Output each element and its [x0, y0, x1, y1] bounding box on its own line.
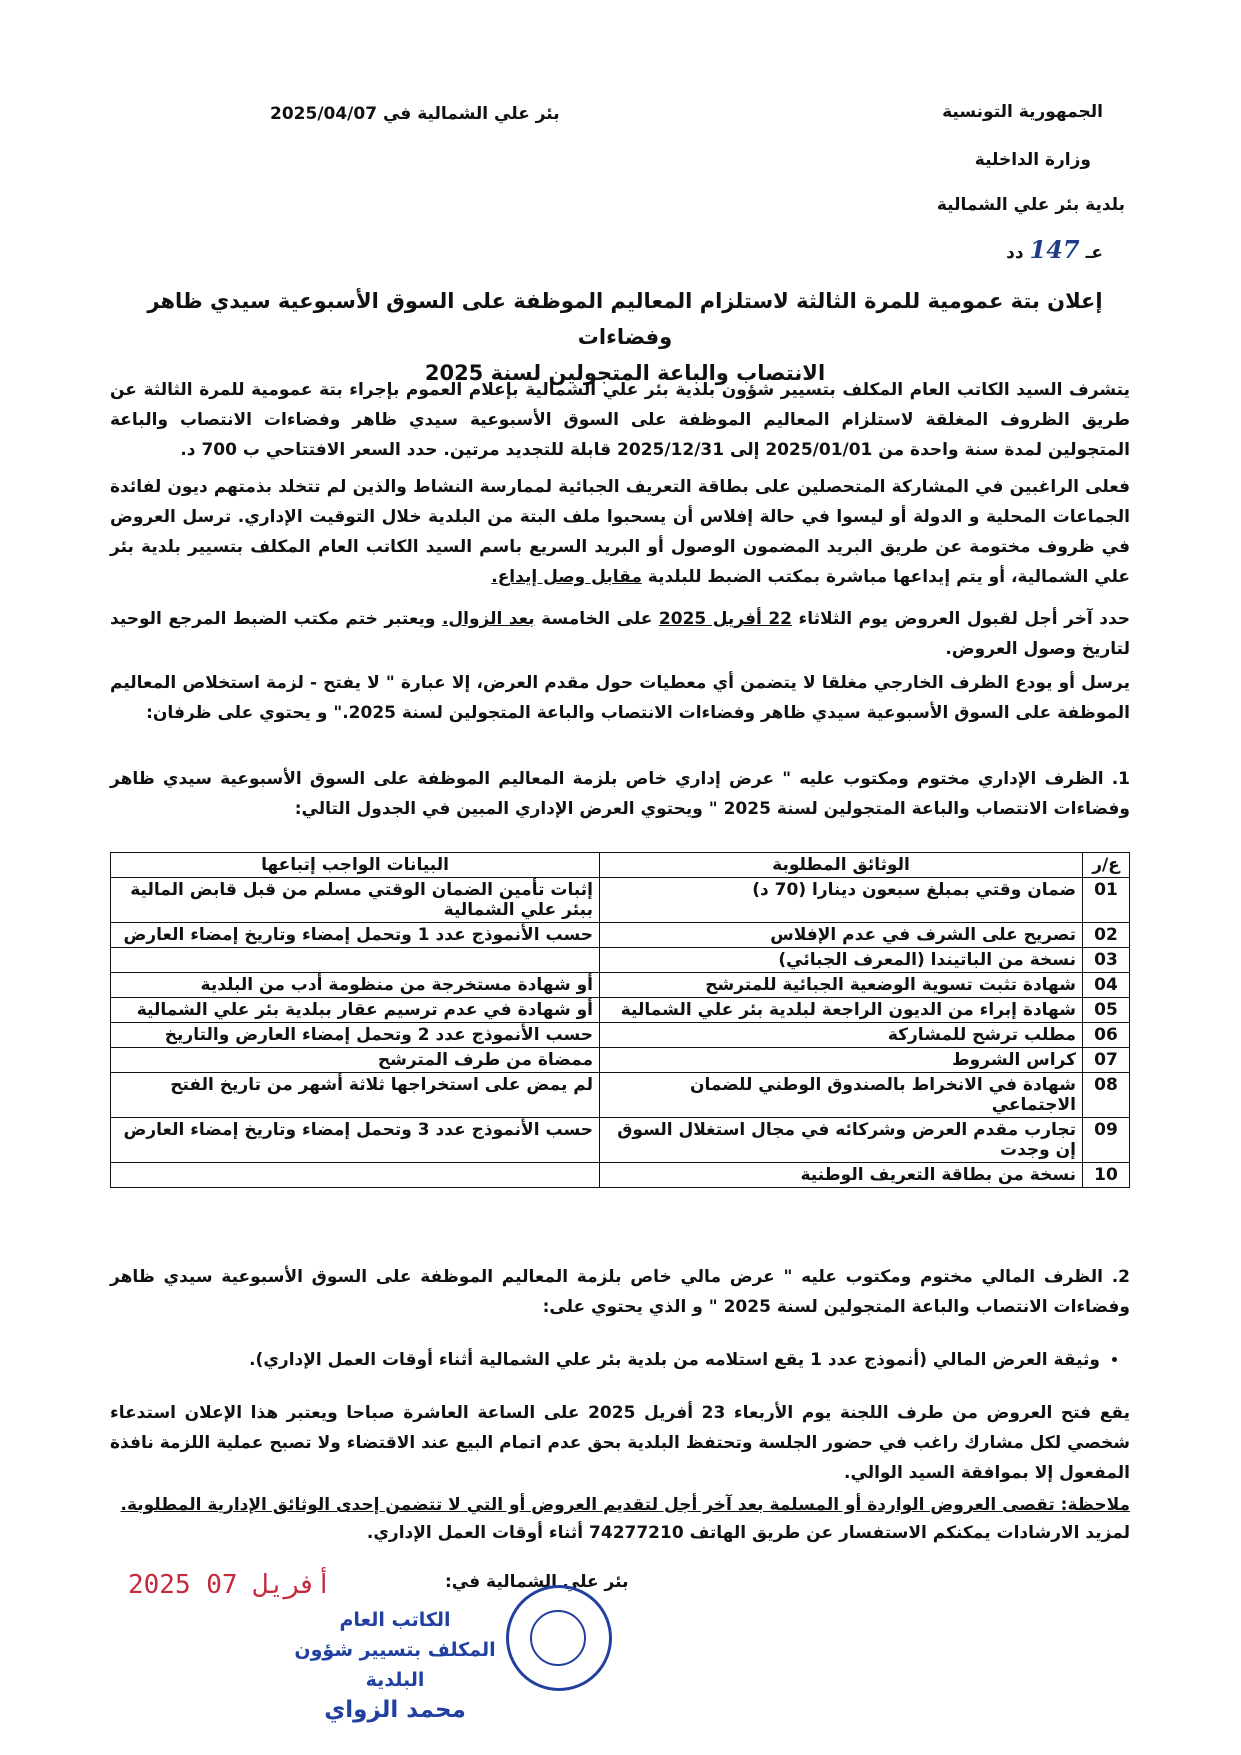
row-requirement: لم يمض على استخراجها ثلاثة أشهر من تاريخ الفتح [111, 1073, 600, 1118]
row-number: 09 [1083, 1118, 1130, 1163]
municipality-name: بلدية بئر علي الشمالية [936, 195, 1125, 215]
row-document: شهادة في الانخراط بالصندوق الوطني للضمان الاجتماعي [600, 1073, 1083, 1118]
row-document: شهادة إبراء من الديون الراجعة لبلدية بئر علي الشمالية [600, 998, 1083, 1023]
row-document: مطلب ترشح للمشاركة [600, 1023, 1083, 1048]
deposit-receipt-text: مقابل وصل إيداع. [491, 567, 642, 587]
row-requirement [111, 1163, 600, 1188]
table-row [111, 1048, 1130, 1073]
table-header-row [111, 853, 1130, 878]
deadline-date: 22 أفريل 2025 [658, 609, 793, 629]
list-item: • وثيقة العرض المالي (أنموذج عدد 1 يقع استلامه من بلدية بئر علي الشمالية أثناء أوقات العمل الإداري). [110, 1345, 1100, 1375]
reference-handwritten-number: 147 [1029, 235, 1080, 264]
row-document: نسخة من بطاقة التعريف الوطنية [600, 1163, 1083, 1188]
column-number: ع/ر [1083, 853, 1130, 878]
row-document: شهادة تثبت تسوية الوضعية الجبائية للمترشح [600, 973, 1083, 998]
row-document: نسخة من الباتيندا (المعرف الجبائي) [600, 948, 1083, 973]
row-requirement: إثبات تأمين الضمان الوقتي مسلم من قبل قابض المالية ببئر علي الشمالية [111, 878, 600, 923]
received-date-stamp: 2025 أفريل 07 [128, 1570, 332, 1600]
row-number: 10 [1083, 1163, 1130, 1188]
emblem-icon [530, 1610, 586, 1666]
deadline-stamp-text: ويعتبر ختم مكتب الضبط المرجع الوحيد لتاريخ وصول العروض. [110, 609, 1130, 659]
signatory-role: المكلف بتسيير شؤون البلدية [294, 1639, 496, 1691]
paragraph-outer-envelope: يرسل أو يودع الظرف الخارجي مغلقا لا يتضمن أي معطيات حول مقدم العرض، إلا عبارة " لا يفتح - لزمة استخلاص المعاليم الموظفة على السوق الأسبوعية سيدي ظاهر وفضاءات الانتصاب والباعة المتجولين لسنة 2025." و يحتوي على ظرفان: [110, 673, 1130, 723]
table-row [111, 973, 1130, 998]
row-number: 01 [1083, 878, 1130, 923]
row-requirement: حسب الأنموذج عدد 3 وتحمل إمضاء وتاريخ إمضاء العارض [111, 1118, 600, 1163]
row-requirement: حسب الأنموذج عدد 1 وتحمل إمضاء وتاريخ إمضاء العارض [111, 923, 600, 948]
title-line-1: إعلان بتة عمومية للمرة الثالثة لاستلزام المعاليم الموظفة على السوق الأسبوعية سيدي ظاهر وفضاءات [147, 289, 1103, 349]
table-row [111, 948, 1130, 973]
paragraph-participation [110, 472, 1130, 592]
row-number: 05 [1083, 998, 1130, 1023]
row-document: كراس الشروط [600, 1048, 1083, 1073]
paragraph-announcement: يتشرف السيد الكاتب العام المكلف بتسيير شؤون بلدية بئر علي الشمالية بإعلام العموم بإجراء بتة عمومية للمرة الثالثة عن طريق الظروف المغلقة لاستلزام المعاليم الموظفة على السوق الأسبوعية سيدي ظاهر وفضاءات الانتصاب والباعة المتجولين لمدة سنة واحدة من 2025/01/01 إلى 2025/12/31 قابلة للتجديد مرتين. حدد السعر الافتتاحي ب 700 د. [110, 380, 1130, 460]
signatory-stamp [275, 1605, 515, 1725]
title-line-2: الانتصاب والباعة المتجولين لسنة 2025 [424, 361, 826, 385]
column-requirements: البيانات الواجب إتباعها [111, 853, 600, 878]
table-row [111, 1118, 1130, 1163]
row-document: تجارب مقدم العرض وشركائه في مجال استغلال السوق إن وجدت [600, 1118, 1083, 1163]
reference-suffix: دد [1006, 243, 1024, 263]
row-requirement: أو شهادة مستخرجة من منظومة أدب من البلدية [111, 973, 600, 998]
row-number: 02 [1083, 923, 1130, 948]
paragraph-opening-session: يقع فتح العروض من طرف اللجنة يوم الأربعاء 23 أفريل 2025 على الساعة العاشرة صباحا ويعتبر هذا الإعلان استدعاء شخصي لكل مشارك راغب في حضور الجلسة وتحتفظ البلدية بحق عدم اتمام البيع عند الاقتضاء ولا تصبح عملية اللزمة نافذة المفعول إلا بموافقة السيد الوالي. [110, 1403, 1131, 1483]
column-documents: الوثائق المطلوبة [600, 853, 1083, 878]
signature-place: بئر علي الشمالية في: [445, 1572, 629, 1592]
paragraph-phone-contact: لمزيد الارشادات يمكنكم الاستفسار عن طريق الهاتف 74277210 أثناء أوقات العمل الإداري. [366, 1523, 1130, 1543]
row-number: 03 [1083, 948, 1130, 973]
deadline-hour-text: على الخامسة [541, 609, 653, 629]
row-document: تصريح على الشرف في عدم الإفلاس [600, 923, 1083, 948]
row-number: 08 [1083, 1073, 1130, 1118]
required-documents-table [110, 852, 1130, 1188]
participation-text: فعلى الراغبين في المشاركة المتحصلين على بطاقة التعريف الجبائية لممارسة النشاط والذين لم تتخلد بذمتهم ديون لفائدة الجماعات المحلية و الدولة أو ليسوا في حالة إفلاس أن يسحبوا ملف البتة من البلدية خلال التوقيت الإداري. ترسل العروض في ظروف مختومة عن طريق البريد المضمون الوصول أو البريد السريع باسم السيد الكاتب العام المكلف بتسيير بلدية بئر علي الشمالية، أو يتم إيداعها مباشرة بمكتب الضبط للبلدية [110, 477, 1130, 587]
row-requirement [111, 948, 600, 973]
note-exclusion: ملاحظة: تقصى العروض الواردة أو المسلمة بعد آخر أجل لتقديم العروض أو التي لا تتضمن إحدى الوثائق الإدارية المطلوبة. [120, 1495, 1130, 1515]
row-requirement: حسب الأنموذج عدد 2 وتحمل إمضاء العارض والتاريخ [111, 1023, 600, 1048]
deadline-afternoon: بعد الزوال. [441, 609, 535, 629]
signatory-name: محمد الزواي [324, 1697, 466, 1723]
table-row [111, 1163, 1130, 1188]
ministry-name: وزارة الداخلية [974, 150, 1091, 170]
table-row [111, 1073, 1130, 1118]
table-row [111, 878, 1130, 923]
table-row [111, 1023, 1130, 1048]
table-row [111, 998, 1130, 1023]
reference-label: عـ [1085, 243, 1103, 263]
signatory-title: الكاتب العام [339, 1609, 451, 1631]
row-requirement: أو شهادة في عدم ترسيم عقار ببلدية بئر علي الشمالية [111, 998, 600, 1023]
table-row [111, 923, 1130, 948]
row-number: 07 [1083, 1048, 1130, 1073]
paragraph-financial-envelope: 2. الظرف المالي مختوم ومكتوب عليه " عرض مالي خاص بلزمة المعاليم الموظفة على السوق الأسبوعية سيدي ظاهر وفضاءات الانتصاب والباعة المتجولين لسنة 2025 " و الذي يحتوي على: [110, 1267, 1130, 1317]
paragraph-admin-envelope: 1. الظرف الإداري مختوم ومكتوب عليه " عرض إداري خاص بلزمة المعاليم الموظفة على السوق الأسبوعية سيدي ظاهر وفضاءات الانتصاب والباعة المتجولين لسنة 2025 " ويحتوي العرض الإداري المبين في الجدول التالي: [110, 769, 1130, 819]
country-name: الجمهورية التونسية [942, 102, 1103, 122]
row-number: 04 [1083, 973, 1130, 998]
place-and-date: بئر علي الشمالية في 2025/04/07 [270, 104, 560, 124]
paragraph-deadline [110, 604, 1130, 664]
row-requirement: ممضاة من طرف المترشح [111, 1048, 600, 1073]
deadline-text: حدد آخر أجل لقبول العروض يوم الثلاثاء [798, 609, 1131, 629]
reference-number [1006, 235, 1103, 264]
row-number: 06 [1083, 1023, 1130, 1048]
financial-offer-list [110, 1345, 1130, 1375]
row-document: ضمان وقتي بمبلغ سبعون دينارا (70 د) [600, 878, 1083, 923]
